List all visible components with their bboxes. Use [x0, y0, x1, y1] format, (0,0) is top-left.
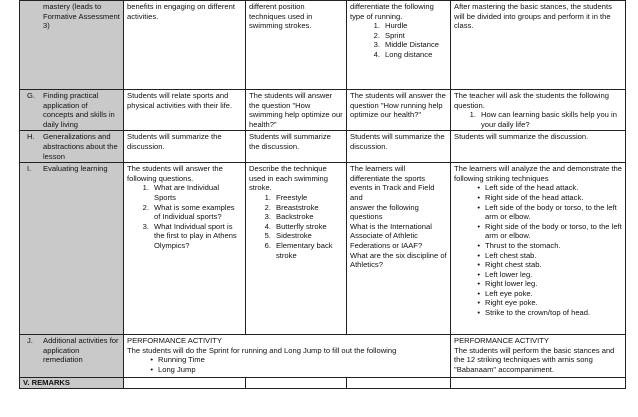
performance-text: The students will perform the basic stances and the 12 striking techniques with arnis song "Babanaam" accompaniment. — [454, 345, 615, 374]
list-item-text: What Individual sport is the first to play in Athens Olympics? — [154, 221, 237, 250]
list-item — [127, 203, 242, 222]
cell — [451, 335, 626, 378]
list-item — [249, 193, 343, 203]
list-item — [454, 193, 622, 203]
list-item-text: Long distance — [385, 49, 433, 59]
row-label-cell — [20, 131, 124, 163]
list-item-text: Strike to the crown/top of head. — [485, 308, 591, 318]
text-line: Athletics? — [350, 260, 383, 270]
list-item — [249, 212, 343, 222]
cell: The students will answer the question "How swimming help optimize our health?" — [246, 90, 347, 131]
text-line: The learners will — [350, 164, 406, 174]
list-number: 3. — [373, 40, 380, 50]
list-item — [249, 222, 343, 232]
list-item-text: Butterfly stroke — [276, 221, 327, 231]
cell-intro: differentiate the following type of running. — [350, 2, 434, 21]
numbered-list — [249, 193, 343, 260]
list-item-text: Right eye poke. — [485, 298, 538, 308]
row-label-cell — [20, 163, 124, 335]
bullet-icon: • — [477, 260, 480, 270]
table-row-i — [20, 163, 626, 335]
list-number: 4. — [373, 49, 380, 59]
cell-intro: The teacher will ask the students the following question. — [454, 91, 609, 110]
text-line: answer the following — [350, 202, 419, 212]
bullet-icon: • — [477, 269, 480, 279]
bullet-list — [454, 183, 622, 317]
list-item — [454, 110, 622, 129]
list-item — [127, 183, 242, 202]
list-item-text: Sprint — [385, 30, 405, 40]
bullet-icon: • — [477, 279, 480, 289]
row-number: G. — [27, 91, 36, 100]
cell: The students will answer the question "How running help optimize our health?" — [347, 90, 451, 131]
text-line: events in Track and Field and — [350, 183, 435, 202]
list-number: 1. — [469, 110, 476, 120]
lesson-plan-table — [19, 0, 626, 389]
list-item-text: Left chest stab. — [485, 250, 537, 260]
bullet-icon: • — [150, 364, 153, 374]
row-label: Generalizations and abstractions about the lesson — [43, 132, 118, 161]
list-item-text: Right side of the body or torso, to the left arm or elbow. — [485, 221, 622, 241]
row-label: Evaluating learning — [43, 164, 108, 174]
list-item-text: Left lower leg. — [485, 269, 533, 279]
text-line: differentiate the sports — [350, 173, 425, 183]
numbered-list — [350, 21, 447, 59]
list-item — [454, 222, 622, 241]
list-item-text: Backstroke — [276, 212, 314, 222]
cell: benefits in engaging on different activities. — [124, 1, 246, 90]
list-number: 3. — [264, 212, 271, 222]
list-number: 4. — [264, 221, 271, 231]
list-item — [350, 31, 447, 41]
bullet-icon: • — [477, 308, 480, 318]
cell-intro: The students will answer the following questions. — [127, 164, 223, 183]
cell: After mastering the basic stances, the students will be divided into groups and perform it in the class. — [451, 1, 626, 90]
cell — [124, 163, 246, 335]
list-item-text: Thrust to the stomach. — [485, 240, 561, 250]
list-item-text: Running Time — [158, 355, 205, 365]
row-label: Additional activities for application remediation — [43, 336, 119, 365]
bullet-icon: • — [477, 288, 480, 298]
list-item-text: What are Individual Sports — [154, 183, 220, 202]
table-row-g — [20, 90, 626, 131]
table-row-remarks — [20, 378, 626, 389]
text-line: questions — [350, 212, 383, 222]
bullet-icon: • — [477, 240, 480, 250]
cell — [246, 163, 347, 335]
list-item-text: Hurdle — [385, 21, 408, 31]
cell — [451, 163, 626, 335]
list-item — [454, 279, 622, 289]
row-number: I. — [27, 164, 32, 174]
bullet-list — [127, 355, 447, 374]
bullet-icon: • — [477, 192, 480, 202]
list-item-text: Sidestroke — [276, 231, 312, 241]
row-label-cell — [20, 90, 124, 131]
bullet-icon: • — [477, 298, 480, 308]
list-number: 2. — [142, 202, 149, 212]
list-item — [350, 50, 447, 60]
bullet-icon: • — [477, 183, 480, 193]
cell-performance-activity — [124, 335, 451, 378]
cell: different position techniques used in swimming strokes. — [246, 1, 347, 90]
list-item-text: How can learning basic skills help you in your daily life? — [481, 110, 617, 129]
list-number: 6. — [264, 240, 271, 250]
list-item-text: Middle Distance — [385, 40, 440, 50]
list-number: 1. — [142, 183, 149, 193]
remarks-label: V. REMARKS — [20, 378, 124, 389]
list-item-text: Left side of the body or torso, to the left arm or elbow. — [485, 202, 617, 222]
list-item — [350, 21, 447, 31]
list-item — [454, 270, 622, 280]
row-label: Finding practical application of concepts and skills in daily living — [43, 91, 115, 129]
list-item-text: Right lower leg. — [485, 279, 538, 289]
list-item-text: What is some examples of Individual sports? — [154, 202, 235, 222]
list-item-text: Right chest stab. — [485, 260, 542, 270]
list-item-text: Breaststroke — [276, 202, 319, 212]
list-item-text: Elementary back stroke — [276, 240, 333, 260]
text-line: What is the International — [350, 221, 432, 231]
performance-title: PERFORMANCE ACTIVITY — [127, 336, 222, 346]
list-item — [249, 231, 343, 241]
cell — [246, 378, 347, 389]
cell-lines — [350, 164, 447, 270]
list-item — [350, 40, 447, 50]
list-item — [249, 203, 343, 213]
text-line: Associate of Athletic — [350, 231, 418, 241]
cell-intro: Describe the technique used in each swimming stroke. — [249, 164, 328, 193]
cell-intro: The learners will analyze the and demonstrate the following striking techniques — [454, 164, 623, 183]
text-line: What are the six discipline of — [350, 250, 447, 260]
row-number: H. — [27, 132, 35, 142]
cell — [347, 163, 451, 335]
cell — [451, 90, 626, 131]
list-number: 2. — [373, 30, 380, 40]
list-item — [127, 355, 447, 365]
list-item — [454, 241, 622, 251]
row-number: J. — [27, 336, 33, 346]
list-item — [249, 241, 343, 260]
bullet-icon: • — [477, 250, 480, 260]
list-item — [454, 308, 622, 318]
list-number: 2. — [264, 202, 271, 212]
cell — [124, 378, 246, 389]
lesson-plan-table-container — [19, 0, 625, 395]
list-item-text: Left side of the head attack. — [485, 183, 579, 193]
list-item — [454, 183, 622, 193]
text-line: Federations or IAAF? — [350, 240, 423, 250]
list-item-text: Long Jump — [158, 364, 196, 374]
cell — [347, 378, 451, 389]
table-row-j — [20, 335, 626, 378]
list-number: 5. — [264, 231, 271, 241]
cell: Students will summarize the discussion. — [246, 131, 347, 163]
numbered-list — [454, 110, 622, 129]
bullet-icon: • — [477, 202, 480, 212]
cell: Students will summarize the discussion. — [451, 131, 626, 163]
table-row-mastery — [20, 1, 626, 90]
cell: Students will summarize the discussion. — [347, 131, 451, 163]
list-item-text: Left eye poke. — [485, 288, 533, 298]
list-item — [454, 251, 622, 261]
list-number: 3. — [142, 221, 149, 231]
list-item-text: Right side of the head attack. — [485, 192, 584, 202]
row-label-cell — [20, 1, 124, 90]
list-item — [127, 222, 242, 251]
list-item — [454, 298, 622, 308]
list-item-text: Freestyle — [276, 192, 308, 202]
list-item — [454, 260, 622, 270]
cell — [451, 378, 626, 389]
list-item — [454, 203, 622, 222]
list-item — [454, 289, 622, 299]
row-label: mastery (leads to Formative Assessment 3) — [43, 2, 120, 31]
cell: Students will relate sports and physical activities with their life. — [124, 90, 246, 131]
list-number: 1. — [373, 21, 380, 31]
table-row-h — [20, 131, 626, 163]
list-number: 1. — [264, 192, 271, 202]
cell — [347, 1, 451, 90]
row-label-cell — [20, 335, 124, 378]
performance-text: The students will do the Sprint for running and Long Jump to fill out the following — [127, 345, 397, 355]
cell: Students will summarize the discussion. — [124, 131, 246, 163]
numbered-list — [127, 183, 242, 250]
performance-title: PERFORMANCE ACTIVITY — [454, 336, 549, 346]
bullet-icon: • — [477, 221, 480, 231]
bullet-icon: • — [150, 355, 153, 365]
list-item — [127, 365, 447, 375]
